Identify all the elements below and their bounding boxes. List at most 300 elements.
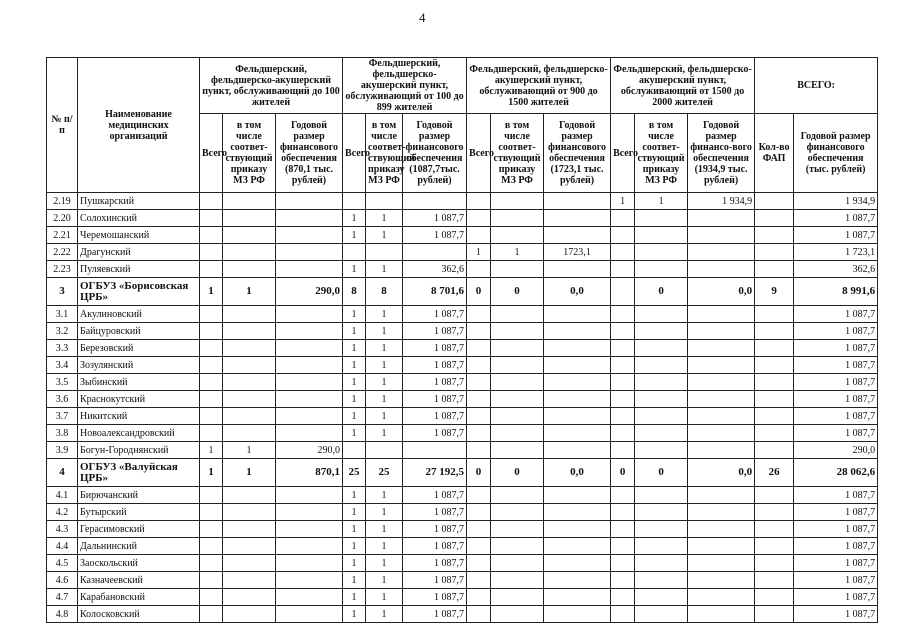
table-cell: 1 xyxy=(343,227,366,244)
table-cell xyxy=(544,357,611,374)
table-cell xyxy=(276,193,343,210)
table-cell xyxy=(223,261,276,278)
table-cell xyxy=(491,408,544,425)
table-cell: 1 xyxy=(343,589,366,606)
table-row xyxy=(47,487,878,504)
table-cell: 1723,1 xyxy=(544,244,611,261)
table-cell: 0 xyxy=(467,278,491,306)
table-cell xyxy=(755,572,794,589)
table-cell xyxy=(635,227,688,244)
table-row xyxy=(47,210,878,227)
table-cell: 1 087,7 xyxy=(403,572,467,589)
table-cell: 0 xyxy=(467,459,491,487)
table-cell: 1 xyxy=(366,589,403,606)
table-cell xyxy=(223,555,276,572)
table-row xyxy=(47,193,878,210)
table-cell xyxy=(688,487,755,504)
table-cell xyxy=(611,555,635,572)
table-cell xyxy=(755,606,794,623)
table-cell: ОГБУЗ «Борисовская ЦРБ» xyxy=(78,278,200,306)
table-cell xyxy=(635,340,688,357)
table-cell: 1 087,7 xyxy=(403,555,467,572)
table-cell: 9 xyxy=(755,278,794,306)
table-cell xyxy=(467,261,491,278)
table-cell xyxy=(491,538,544,555)
table-cell xyxy=(635,357,688,374)
table-cell xyxy=(276,504,343,521)
table-cell xyxy=(544,442,611,459)
table-cell xyxy=(276,408,343,425)
table-cell xyxy=(200,306,223,323)
table-cell: 1 xyxy=(366,521,403,538)
table-cell xyxy=(467,521,491,538)
table-cell xyxy=(544,340,611,357)
table-cell: 1 xyxy=(343,323,366,340)
table-cell: 1 087,7 xyxy=(403,210,467,227)
table-cell: Карабановский xyxy=(78,589,200,606)
table-cell xyxy=(276,425,343,442)
table-cell xyxy=(611,340,635,357)
header-incl-3: в том числе соответ-ствующий приказу МЗ РФ xyxy=(491,114,544,193)
table-cell xyxy=(343,193,366,210)
table-cell: 25 xyxy=(366,459,403,487)
table-cell xyxy=(366,244,403,261)
table-cell: 2.19 xyxy=(47,193,78,210)
header-name: Наименование медицинских организаций xyxy=(78,58,200,193)
table-cell xyxy=(223,408,276,425)
table-cell xyxy=(635,244,688,261)
table-cell xyxy=(544,589,611,606)
table-cell: 1 xyxy=(343,425,366,442)
table-cell xyxy=(200,391,223,408)
table-cell xyxy=(755,227,794,244)
table-cell: 362,6 xyxy=(403,261,467,278)
table-cell xyxy=(544,425,611,442)
table-cell: 1 087,7 xyxy=(794,408,878,425)
table-cell xyxy=(223,306,276,323)
table-cell: 25 xyxy=(343,459,366,487)
table-cell: 26 xyxy=(755,459,794,487)
table-cell xyxy=(688,504,755,521)
table-cell xyxy=(688,555,755,572)
table-cell xyxy=(200,408,223,425)
header-group-1: Фельдшерский, фельдшерско-акушерский пункт, обслуживающий до 100 жителей xyxy=(200,58,343,114)
header-fin-3: Годовой размер финансового обеспечения (1723,1 тыс. рублей) xyxy=(544,114,611,193)
table-cell: 1 xyxy=(366,357,403,374)
table-cell: 1 xyxy=(366,572,403,589)
table-cell xyxy=(544,504,611,521)
table-cell xyxy=(467,374,491,391)
table-cell xyxy=(491,555,544,572)
table-cell xyxy=(611,606,635,623)
table-cell: 4.7 xyxy=(47,589,78,606)
table-cell xyxy=(467,504,491,521)
table-cell xyxy=(200,244,223,261)
table-cell xyxy=(276,323,343,340)
table-cell: Солохинский xyxy=(78,210,200,227)
table-cell: 1 087,7 xyxy=(403,357,467,374)
table-row xyxy=(47,425,878,442)
table-cell xyxy=(491,210,544,227)
table-cell: 1 xyxy=(343,374,366,391)
table-cell xyxy=(755,261,794,278)
table-cell: 1 087,7 xyxy=(403,227,467,244)
table-cell: 1 xyxy=(343,357,366,374)
table-cell: 0 xyxy=(491,278,544,306)
table-cell: 4 xyxy=(47,459,78,487)
table-cell xyxy=(688,227,755,244)
table-cell: 3.8 xyxy=(47,425,78,442)
table-cell: 1 087,7 xyxy=(794,504,878,521)
table-cell xyxy=(755,193,794,210)
table-cell: 1 xyxy=(343,521,366,538)
table-cell: 1 087,7 xyxy=(403,408,467,425)
table-row xyxy=(47,538,878,555)
table-cell xyxy=(755,538,794,555)
table-cell xyxy=(688,357,755,374)
table-cell xyxy=(611,442,635,459)
table-cell xyxy=(688,244,755,261)
table-cell xyxy=(467,193,491,210)
table-cell xyxy=(223,357,276,374)
header-fin-1: Годовой размер финансового обеспечения (870,1 тыс. рублей) xyxy=(276,114,343,193)
table-cell xyxy=(544,572,611,589)
table-cell xyxy=(223,391,276,408)
table-cell xyxy=(223,521,276,538)
table-cell: Байцуровский xyxy=(78,323,200,340)
table-cell xyxy=(544,306,611,323)
table-cell xyxy=(276,538,343,555)
table-cell: 1 xyxy=(366,261,403,278)
table-cell xyxy=(467,572,491,589)
table-cell: 1 xyxy=(635,193,688,210)
table-cell xyxy=(491,261,544,278)
table-cell: 3.4 xyxy=(47,357,78,374)
table-row xyxy=(47,357,878,374)
table-cell xyxy=(688,323,755,340)
table-cell xyxy=(467,538,491,555)
table-cell xyxy=(491,357,544,374)
table-cell xyxy=(611,504,635,521)
table-cell xyxy=(688,210,755,227)
table-cell xyxy=(635,261,688,278)
table-cell xyxy=(611,244,635,261)
table-cell xyxy=(276,244,343,261)
table-cell: 3.2 xyxy=(47,323,78,340)
table-cell xyxy=(200,555,223,572)
table-cell xyxy=(611,521,635,538)
table-cell xyxy=(688,391,755,408)
table-cell xyxy=(755,357,794,374)
table-cell: 1 xyxy=(366,408,403,425)
table-cell xyxy=(611,323,635,340)
table-cell: 1 xyxy=(200,278,223,306)
table-cell xyxy=(544,538,611,555)
table-cell xyxy=(755,374,794,391)
table-cell xyxy=(276,306,343,323)
table-cell xyxy=(688,538,755,555)
table-cell: 1 087,7 xyxy=(403,538,467,555)
table-cell: 8 xyxy=(343,278,366,306)
table-cell xyxy=(688,425,755,442)
table-cell: 1 xyxy=(343,261,366,278)
table-cell: 1 087,7 xyxy=(403,425,467,442)
table-cell: 1 087,7 xyxy=(794,606,878,623)
header-incl-2: в том числе соответ-ствующий приказу МЗ РФ xyxy=(366,114,403,193)
table-cell xyxy=(223,210,276,227)
table-cell xyxy=(276,210,343,227)
table-cell: Новоалександровский xyxy=(78,425,200,442)
table-cell: 8 701,6 xyxy=(403,278,467,306)
table-cell xyxy=(635,589,688,606)
table-cell: Черемошанский xyxy=(78,227,200,244)
header-num: № п/п xyxy=(47,58,78,193)
header-total: ВСЕГО: xyxy=(755,58,878,114)
table-cell: 4.5 xyxy=(47,555,78,572)
table-cell xyxy=(200,340,223,357)
table-cell xyxy=(611,425,635,442)
table-cell xyxy=(200,572,223,589)
table-cell xyxy=(635,555,688,572)
table-cell xyxy=(544,261,611,278)
header-group-2: Фельдшерский, фельдшерско-акушерский пункт, обслуживающий от 100 до 899 жителей xyxy=(343,58,467,114)
table-cell: 28 062,6 xyxy=(794,459,878,487)
table-cell xyxy=(467,555,491,572)
table-cell: 1 087,7 xyxy=(403,504,467,521)
table-cell xyxy=(544,391,611,408)
table-cell: 1 087,7 xyxy=(403,340,467,357)
table-cell xyxy=(635,504,688,521)
table-cell xyxy=(200,606,223,623)
table-cell xyxy=(755,340,794,357)
table-cell: 8 xyxy=(366,278,403,306)
table-cell: 0,0 xyxy=(544,459,611,487)
header-fin-2: Годовой размер финансового обеспечения (1087,7тыс. рублей) xyxy=(403,114,467,193)
table-cell xyxy=(611,210,635,227)
table-cell: 1 xyxy=(366,504,403,521)
table-cell xyxy=(276,391,343,408)
table-cell: 1 087,7 xyxy=(794,357,878,374)
table-cell: Богун-Городнянский xyxy=(78,442,200,459)
table-cell xyxy=(223,244,276,261)
table-cell xyxy=(200,357,223,374)
table-cell: 1 087,7 xyxy=(794,487,878,504)
table-cell: 1 xyxy=(343,210,366,227)
table-cell xyxy=(223,227,276,244)
table-cell xyxy=(611,391,635,408)
table-row xyxy=(47,504,878,521)
table-cell xyxy=(611,357,635,374)
table-cell xyxy=(467,487,491,504)
table-cell: 0,0 xyxy=(688,278,755,306)
table-cell: 1 xyxy=(366,306,403,323)
table-cell: 3.6 xyxy=(47,391,78,408)
table-cell: Никитский xyxy=(78,408,200,425)
table-cell: 1 087,7 xyxy=(794,340,878,357)
table-cell: 290,0 xyxy=(276,278,343,306)
table-cell xyxy=(635,323,688,340)
table-cell xyxy=(635,306,688,323)
table-cell xyxy=(276,374,343,391)
table-cell: 2.20 xyxy=(47,210,78,227)
table-cell xyxy=(755,589,794,606)
table-row xyxy=(47,323,878,340)
table-cell: 1 087,7 xyxy=(403,589,467,606)
table-cell xyxy=(611,261,635,278)
table-cell xyxy=(491,374,544,391)
table-cell: Бирючанский xyxy=(78,487,200,504)
table-cell xyxy=(491,487,544,504)
table-cell: Колосковский xyxy=(78,606,200,623)
table-cell xyxy=(635,442,688,459)
table-cell xyxy=(276,261,343,278)
table-cell: 1 087,7 xyxy=(794,589,878,606)
table-cell xyxy=(635,606,688,623)
table-cell xyxy=(635,487,688,504)
table-cell xyxy=(276,521,343,538)
table-cell: Заоскольский xyxy=(78,555,200,572)
table-cell: 4.1 xyxy=(47,487,78,504)
table-cell xyxy=(200,261,223,278)
table-cell: 1 087,7 xyxy=(794,425,878,442)
table-cell xyxy=(366,193,403,210)
table-cell: 3.7 xyxy=(47,408,78,425)
table-cell xyxy=(223,340,276,357)
table-cell xyxy=(755,408,794,425)
table-cell xyxy=(491,504,544,521)
table-cell: Дальнинский xyxy=(78,538,200,555)
table-cell: 0,0 xyxy=(688,459,755,487)
table-cell xyxy=(200,227,223,244)
table-cell xyxy=(635,538,688,555)
table-cell xyxy=(611,589,635,606)
table-cell: 1 xyxy=(200,459,223,487)
table-cell xyxy=(755,521,794,538)
table-cell xyxy=(688,589,755,606)
header-all-1: Всего xyxy=(200,114,223,193)
table-cell xyxy=(544,210,611,227)
table-cell xyxy=(611,538,635,555)
table-cell xyxy=(223,425,276,442)
table-cell xyxy=(200,193,223,210)
table-cell xyxy=(611,572,635,589)
table-cell: 362,6 xyxy=(794,261,878,278)
table-cell: 4.2 xyxy=(47,504,78,521)
table-cell: 1 087,7 xyxy=(403,487,467,504)
table-row xyxy=(47,306,878,323)
table-cell: 1 934,9 xyxy=(794,193,878,210)
table-cell: Пушкарский xyxy=(78,193,200,210)
table-cell xyxy=(755,487,794,504)
table-cell xyxy=(755,244,794,261)
table-cell xyxy=(491,391,544,408)
table-cell xyxy=(467,589,491,606)
table-cell xyxy=(611,227,635,244)
table-cell xyxy=(635,425,688,442)
table-cell: 1 087,7 xyxy=(794,374,878,391)
table-cell: 1 xyxy=(343,606,366,623)
table-cell xyxy=(491,340,544,357)
table-cell xyxy=(467,442,491,459)
table-cell: 1 087,7 xyxy=(403,521,467,538)
table-cell xyxy=(276,589,343,606)
table-cell xyxy=(491,572,544,589)
table-cell xyxy=(611,408,635,425)
table-cell xyxy=(755,306,794,323)
table-cell: 1 xyxy=(366,487,403,504)
table-cell xyxy=(688,306,755,323)
table-cell xyxy=(276,572,343,589)
table-cell: 1 xyxy=(343,504,366,521)
table-cell: 3 xyxy=(47,278,78,306)
table-cell xyxy=(467,306,491,323)
table-cell: 1 087,7 xyxy=(794,306,878,323)
header-group-4: Фельдшерский, фельдшерско-акушерский пункт, обслуживающий от 1500 до 2000 жителей xyxy=(611,58,755,114)
table-cell: Бутырский xyxy=(78,504,200,521)
table-cell xyxy=(200,323,223,340)
table-cell xyxy=(223,606,276,623)
table-cell xyxy=(491,521,544,538)
table-cell xyxy=(223,323,276,340)
table-cell xyxy=(276,357,343,374)
table-cell: 1 xyxy=(343,555,366,572)
table-cell xyxy=(491,306,544,323)
table-row xyxy=(47,555,878,572)
table-cell: 1 xyxy=(611,193,635,210)
table-cell: Драгунский xyxy=(78,244,200,261)
header-all-4: Всего xyxy=(611,114,635,193)
table-row xyxy=(47,374,878,391)
table-cell xyxy=(755,442,794,459)
table-cell xyxy=(611,374,635,391)
table-cell xyxy=(276,555,343,572)
table-row xyxy=(47,606,878,623)
table-cell xyxy=(223,538,276,555)
table-cell xyxy=(276,227,343,244)
table-cell: 1 723,1 xyxy=(794,244,878,261)
table-cell: 1 xyxy=(467,244,491,261)
table-cell xyxy=(223,589,276,606)
table-cell xyxy=(611,306,635,323)
table-cell xyxy=(688,261,755,278)
table-cell: 1 xyxy=(366,340,403,357)
table-cell xyxy=(688,572,755,589)
table-cell: 1 087,7 xyxy=(794,227,878,244)
table-cell xyxy=(223,374,276,391)
fap-financing-table xyxy=(46,57,878,623)
table-cell xyxy=(635,572,688,589)
table-cell: 1 087,7 xyxy=(403,323,467,340)
organization-row xyxy=(47,459,878,487)
table-cell: 2.23 xyxy=(47,261,78,278)
header-all-2: Всего xyxy=(343,114,366,193)
table-cell: 1 087,7 xyxy=(794,555,878,572)
table-cell xyxy=(635,374,688,391)
table-cell: 1 xyxy=(366,538,403,555)
table-cell: 1 087,7 xyxy=(794,323,878,340)
table-cell: 27 192,5 xyxy=(403,459,467,487)
table-body xyxy=(47,193,878,623)
table-cell: 2.22 xyxy=(47,244,78,261)
table-cell xyxy=(200,487,223,504)
table-cell xyxy=(366,442,403,459)
table-row xyxy=(47,244,878,261)
table-cell: 1 087,7 xyxy=(403,306,467,323)
table-cell: 4.6 xyxy=(47,572,78,589)
table-cell xyxy=(200,425,223,442)
table-row xyxy=(47,589,878,606)
table-cell xyxy=(688,408,755,425)
